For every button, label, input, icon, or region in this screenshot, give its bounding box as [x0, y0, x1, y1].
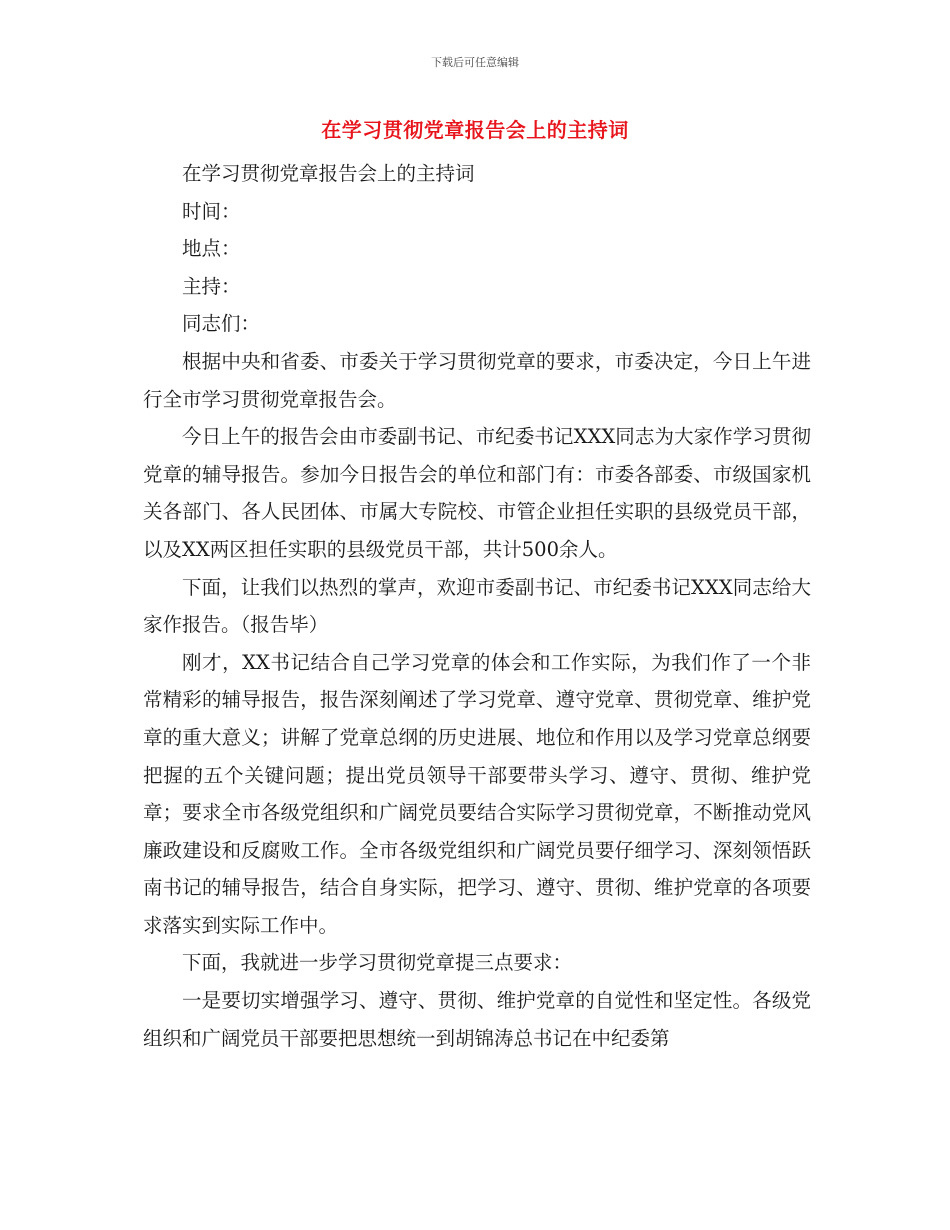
- paragraph-welcome: 下面，让我们以热烈的掌声，欢迎市委副书记、市纪委书记XXX同志给大家作报告。（报告毕）: [143, 575, 811, 637]
- paragraph-attendees: 今日上午的报告会由市委副书记、市纪委书记XXX同志为大家作学习贯彻党章的辅导报告。参加今日报告会的单位和部门有：市委各部委、市级国家机关各部门、各人民团体、市属大专院校、市管企业担任实职的县级党员干部，以及XX两区担任实职的县级党员干部，共计500余人。: [143, 425, 811, 561]
- paragraph-time: 时间：: [182, 199, 241, 223]
- paragraph-summary: 刚才，XX书记结合自己学习党章的体会和工作实际，为我们作了一个非常精彩的辅导报告，报告深刻阐述了学习党章、遵守党章、贯彻党章、维护党章的重大意义；讲解了党章总纲的历史进展、地位和作用以及学习党章总纲要把握的五个关键问题；提出党员领导干部要带头学习、遵守、贯彻、维护党章；要求全市各级党组织和广阔党员要结合实际学习贯彻党章，不断推动党风廉政建设和反腐败工作。全市各级党组织和广阔党员要仔细学习、深刻领悟跃南书记的辅导报告，结合自身实际，把学习、遵守、贯彻、维护党章的各项要求落实到实际工作中。: [143, 650, 811, 937]
- paragraph-location: 地点：: [182, 237, 241, 261]
- paragraph-intro: 根据中央和省委、市委关于学习贯彻党章的要求，市委决定，今日上午进行全市学习贯彻党章报告会。: [143, 349, 811, 411]
- paragraph-greeting: 同志们：: [182, 312, 261, 336]
- document-body: [143, 155, 811, 1057]
- paragraph-subtitle: 在学习贯彻党章报告会上的主持词: [182, 162, 475, 185]
- paragraph-host: 主持：: [182, 274, 241, 298]
- paragraph-requirement-one: 一是要切实增强学习、遵守、贯彻、维护党章的自觉性和坚定性。各级党组织和广阔党员干部要把思想统一到胡锦涛总书记在中纪委第: [143, 989, 811, 1050]
- document-title: 在学习贯彻党章报告会上的主持词: [321, 118, 629, 142]
- header-note: 下载后可任意编辑: [431, 56, 519, 69]
- paragraph-requirements-intro: 下面，我就进一步学习贯彻党章提三点要求：: [182, 951, 573, 975]
